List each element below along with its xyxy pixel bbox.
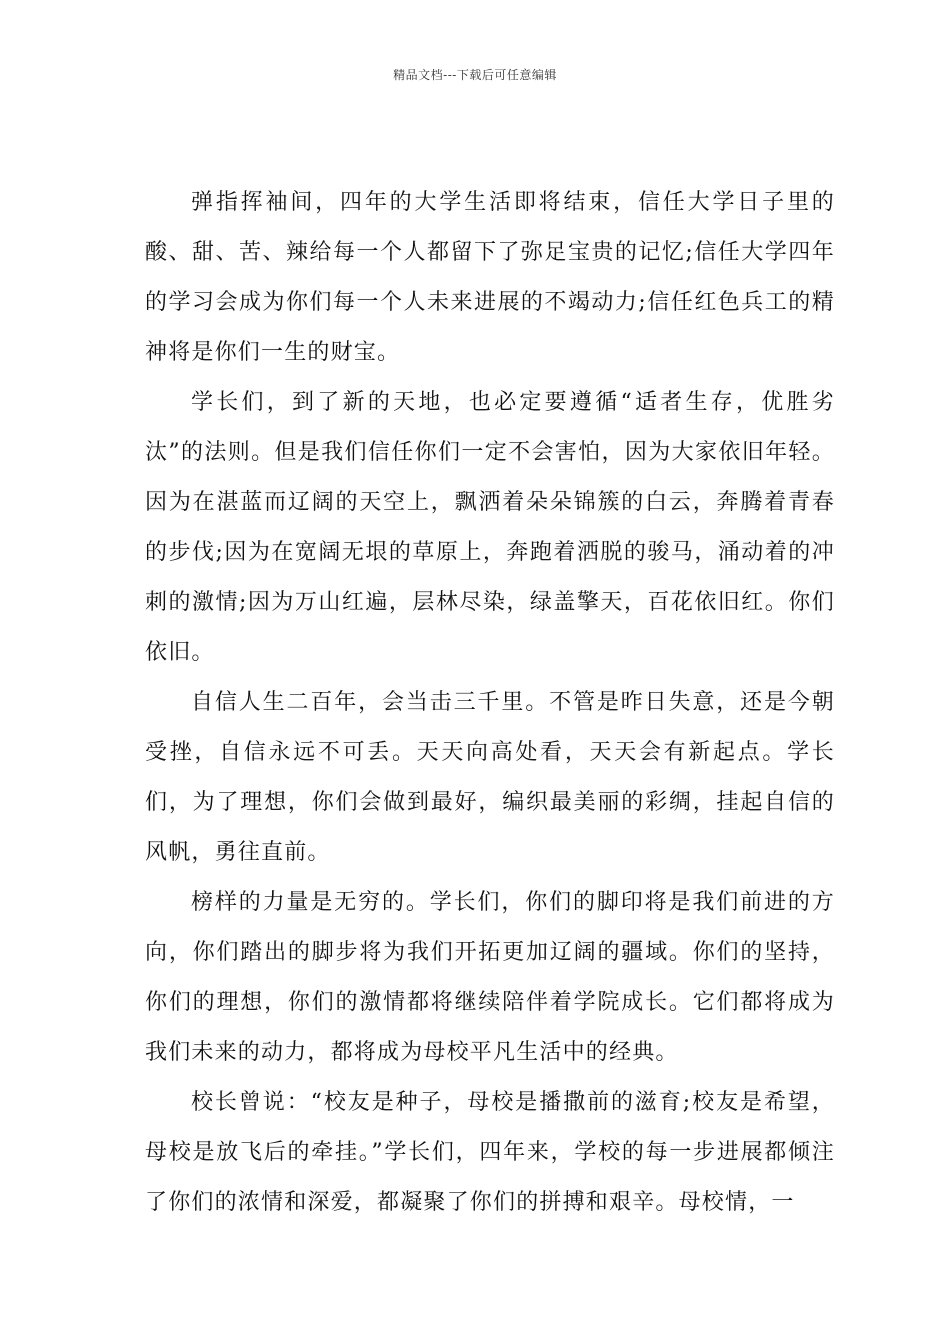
document-body [145, 178, 835, 1228]
paragraph: 校长曾说：“校友是种子，母校是播撒前的滋育;校友是希望，母校是放飞后的牵挂。”学长们，四年来，学校的每一步进展都倾注了你们的浓情和深爱，都凝聚了你们的拼搏和艰辛。母校情，一 [145, 1090, 835, 1215]
paragraph: 弹指挥袖间，四年的大学生活即将结束，信任大学日子里的酸、甜、苦、辣给每一个人都留下了弥足宝贵的记忆;信任大学四年的学习会成为你们每一个人未来进展的不竭动力;信任红色兵工的精神将是你们一生的财宝。 [145, 190, 835, 365]
paragraph: 榜样的力量是无穷的。学长们，你们的脚印将是我们前进的方向，你们踏出的脚步将为我们开拓更加辽阔的疆域。你们的坚持，你们的理想，你们的激情都将继续陪伴着学院成长。它们都将成为我们未来的动力，都将成为母校平凡生活中的经典。 [145, 890, 835, 1065]
paragraph: 自信人生二百年，会当击三千里。不管是昨日失意，还是今朝受挫，自信永远不可丢。天天向高处看，天天会有新起点。学长们，为了理想，你们会做到最好，编织最美丽的彩绸，挂起自信的风帆，勇往直前。 [145, 690, 835, 865]
page-header: 精品文档---下载后可任意编辑 [393, 68, 557, 82]
paragraph: 学长们，到了新的天地，也必定要遵循“适者生存，优胜劣汰”的法则。但是我们信任你们一定不会害怕，因为大家依旧年轻。因为在湛蓝而辽阔的天空上，飘洒着朵朵锦簇的白云，奔腾着青春的步伐;因为在宽阔无垠的草原上，奔跑着洒脱的骏马，涌动着的冲刺的激情;因为万山红遍，层林尽染，绿盖擎天，百花依旧红。你们依旧。 [145, 390, 835, 665]
